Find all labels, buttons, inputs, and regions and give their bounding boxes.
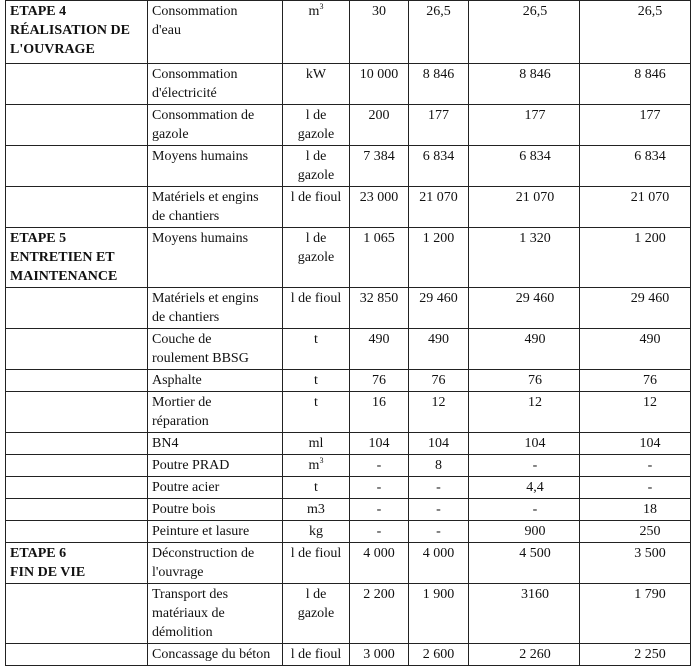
item-cell (148, 64, 283, 105)
table-body (6, 1, 691, 666)
item-cell (148, 392, 283, 433)
unit-cell (283, 329, 350, 370)
item-line: l'ouvrage (152, 565, 204, 580)
item-line: Poutre acier (152, 480, 220, 495)
unit-cell (283, 499, 350, 521)
unit-cell (283, 433, 350, 455)
stage-line: ETAPE 5 (10, 231, 67, 246)
stage-cell (6, 329, 148, 370)
value-cell-2: 26,5 (409, 1, 469, 64)
stage-cell (6, 584, 148, 644)
value-cell-4: - (580, 455, 691, 477)
value-cell-3: 6 834 (469, 146, 580, 187)
value-cell-1: 30 (350, 1, 409, 64)
value-cell-3: 26,5 (469, 1, 580, 64)
unit-line: t (314, 373, 318, 388)
superscript-three: 3 (319, 456, 324, 465)
stage-cell (6, 644, 148, 666)
value-cell-3: 900 (469, 521, 580, 543)
stage-cell (6, 146, 148, 187)
table-row (6, 584, 691, 644)
unit-line: l de (305, 587, 327, 602)
item-line: réparation (152, 414, 209, 429)
item-line: Moyens humains (152, 149, 249, 164)
stage-line: ETAPE 4 (10, 4, 67, 19)
value-cell-4: 177 (580, 105, 691, 146)
value-cell-1: 200 (350, 105, 409, 146)
unit-line: $m^3$ (308, 456, 324, 473)
stage-cell (6, 228, 148, 288)
unit-line: $m^3$ (308, 2, 324, 19)
unit-line: l de (305, 149, 327, 164)
unit-cell (283, 543, 350, 584)
item-line: de chantiers (152, 209, 220, 224)
item-cell (148, 329, 283, 370)
table-wrapper (5, 0, 691, 666)
table-row (6, 1, 691, 64)
unit-cell (283, 370, 350, 392)
value-cell-3: 3160 (469, 584, 580, 644)
unit-line: kW (305, 67, 327, 82)
value-cell-2: - (409, 477, 469, 499)
value-cell-3: 8 846 (469, 64, 580, 105)
stage-cell (6, 105, 148, 146)
table-row (6, 644, 691, 666)
table-row (6, 521, 691, 543)
table-row (6, 477, 691, 499)
unit-cell (283, 288, 350, 329)
value-cell-4: 3 500 (580, 543, 691, 584)
item-line: Moyens humains (152, 231, 249, 246)
stage-cell (6, 288, 148, 329)
item-line: matériaux de (152, 606, 225, 621)
item-cell (148, 455, 283, 477)
unit-line: l de fioul (290, 647, 342, 662)
stage-cell (6, 521, 148, 543)
value-cell-2: - (409, 521, 469, 543)
stage-cell (6, 64, 148, 105)
item-cell (148, 543, 283, 584)
value-cell-4: 1 790 (580, 584, 691, 644)
unit-line: t (314, 480, 318, 495)
item-cell (148, 499, 283, 521)
unit-cell (283, 64, 350, 105)
item-line: Poutre bois (152, 502, 216, 517)
value-cell-3: 1 320 (469, 228, 580, 288)
value-cell-2: 177 (409, 105, 469, 146)
item-line: d'électricité (152, 86, 217, 101)
value-cell-1: - (350, 455, 409, 477)
table-row (6, 228, 691, 288)
stage-cell (6, 392, 148, 433)
value-cell-2: 1 200 (409, 228, 469, 288)
unit-cell (283, 187, 350, 228)
unit-cell (283, 477, 350, 499)
stage-cell (6, 187, 148, 228)
item-line: Déconstruction de (152, 546, 255, 561)
item-cell (148, 288, 283, 329)
unit-line: gazole (297, 168, 335, 183)
value-cell-1: 10 000 (350, 64, 409, 105)
value-cell-1: - (350, 521, 409, 543)
stage-line: ETAPE 6 (10, 546, 67, 561)
value-cell-4: 1 200 (580, 228, 691, 288)
item-cell (148, 521, 283, 543)
item-line: Transport des (152, 587, 229, 602)
stage-line: FIN DE VIE (10, 565, 86, 580)
value-cell-2: 21 070 (409, 187, 469, 228)
unit-cell (283, 584, 350, 644)
value-cell-4: 12 (580, 392, 691, 433)
value-cell-1: 23 000 (350, 187, 409, 228)
value-cell-3: 2 260 (469, 644, 580, 666)
value-cell-3: 21 070 (469, 187, 580, 228)
item-cell (148, 187, 283, 228)
unit-cell (283, 455, 350, 477)
table-row (6, 499, 691, 521)
value-cell-4: 26,5 (580, 1, 691, 64)
table-row (6, 433, 691, 455)
unit-line: gazole (297, 127, 335, 142)
unit-line: ml (308, 436, 324, 451)
unit-cell (283, 105, 350, 146)
unit-cell (283, 1, 350, 64)
value-cell-4: 2 250 (580, 644, 691, 666)
value-cell-1: 2 200 (350, 584, 409, 644)
value-cell-2: 6 834 (409, 146, 469, 187)
item-cell (148, 370, 283, 392)
value-cell-3: 490 (469, 329, 580, 370)
stage-cell (6, 477, 148, 499)
value-cell-1: - (350, 499, 409, 521)
item-cell (148, 433, 283, 455)
stage-cell (6, 499, 148, 521)
table-row (6, 543, 691, 584)
table-row (6, 370, 691, 392)
stage-cell (6, 433, 148, 455)
value-cell-2: - (409, 499, 469, 521)
item-line: Mortier de (152, 395, 212, 410)
value-cell-2: 76 (409, 370, 469, 392)
stage-cell (6, 455, 148, 477)
table-row (6, 288, 691, 329)
item-line: Asphalte (152, 373, 202, 388)
value-cell-2: 12 (409, 392, 469, 433)
table-row (6, 329, 691, 370)
value-cell-4: 6 834 (580, 146, 691, 187)
superscript-three: 3 (319, 2, 324, 11)
value-cell-3: 4,4 (469, 477, 580, 499)
value-cell-1: 3 000 (350, 644, 409, 666)
unit-line: t (314, 395, 318, 410)
item-line: Couche de (152, 332, 212, 347)
table-row (6, 64, 691, 105)
item-cell (148, 1, 283, 64)
stage-cell (6, 370, 148, 392)
value-cell-3: - (469, 455, 580, 477)
unit-cell (283, 392, 350, 433)
unit-line: l de fioul (290, 190, 342, 205)
stage-line: RÉALISATION DE (10, 23, 130, 38)
value-cell-4: 18 (580, 499, 691, 521)
value-cell-1: 76 (350, 370, 409, 392)
table-row (6, 187, 691, 228)
unit-line: kg (309, 524, 323, 539)
value-cell-3: 12 (469, 392, 580, 433)
value-cell-2: 29 460 (409, 288, 469, 329)
value-cell-2: 1 900 (409, 584, 469, 644)
unit-line: l de (305, 108, 327, 123)
value-cell-2: 2 600 (409, 644, 469, 666)
table-row (6, 105, 691, 146)
value-cell-4: 76 (580, 370, 691, 392)
value-cell-4: 250 (580, 521, 691, 543)
item-line: roulement BBSG (152, 351, 249, 366)
item-line: d'eau (152, 23, 181, 38)
value-cell-3: 177 (469, 105, 580, 146)
unit-line: l de (305, 231, 327, 246)
value-cell-3: 29 460 (469, 288, 580, 329)
item-line: BN4 (152, 436, 179, 451)
value-cell-1: 32 850 (350, 288, 409, 329)
value-cell-2: 4 000 (409, 543, 469, 584)
value-cell-1: - (350, 477, 409, 499)
item-cell (148, 644, 283, 666)
value-cell-3: 104 (469, 433, 580, 455)
value-cell-4: 21 070 (580, 187, 691, 228)
item-line: Consommation (152, 67, 238, 82)
item-line: Consommation (152, 4, 238, 19)
item-cell (148, 146, 283, 187)
item-line: Consommation de (152, 108, 255, 123)
item-line: Matériels et engins (152, 291, 259, 306)
value-cell-2: 8 846 (409, 64, 469, 105)
item-line: Poutre PRAD (152, 458, 230, 473)
value-cell-2: 104 (409, 433, 469, 455)
item-cell (148, 105, 283, 146)
unit-cell (283, 228, 350, 288)
value-cell-1: 104 (350, 433, 409, 455)
item-line: gazole (152, 127, 189, 142)
value-cell-4: 490 (580, 329, 691, 370)
unit-line: t (314, 332, 318, 347)
stage-line: ENTRETIEN ET (10, 250, 115, 265)
table-row (6, 455, 691, 477)
value-cell-3: - (469, 499, 580, 521)
item-line: Concassage du béton (152, 647, 271, 662)
value-cell-1: 490 (350, 329, 409, 370)
stage-cell (6, 543, 148, 584)
table-row (6, 392, 691, 433)
item-cell (148, 228, 283, 288)
value-cell-1: 4 000 (350, 543, 409, 584)
item-line: démolition (152, 625, 213, 640)
unit-cell (283, 146, 350, 187)
table-row (6, 146, 691, 187)
value-cell-4: - (580, 477, 691, 499)
value-cell-1: 7 384 (350, 146, 409, 187)
unit-line: gazole (297, 250, 335, 265)
value-cell-4: 104 (580, 433, 691, 455)
value-cell-3: 76 (469, 370, 580, 392)
item-cell (148, 477, 283, 499)
stage-cell (6, 1, 148, 64)
unit-cell (283, 521, 350, 543)
value-cell-2: 490 (409, 329, 469, 370)
unit-line: m3 (307, 502, 325, 517)
stage-line: MAINTENANCE (10, 269, 118, 284)
unit-line: gazole (297, 606, 335, 621)
unit-cell (283, 644, 350, 666)
unit-line: l de fioul (290, 546, 342, 561)
item-cell (148, 584, 283, 644)
item-line: Matériels et engins (152, 190, 259, 205)
value-cell-1: 16 (350, 392, 409, 433)
value-cell-1: 1 065 (350, 228, 409, 288)
value-cell-4: 8 846 (580, 64, 691, 105)
item-line: de chantiers (152, 310, 220, 325)
data-table (5, 0, 691, 666)
stage-line: L'OUVRAGE (10, 42, 95, 57)
item-line: Peinture et lasure (152, 524, 250, 539)
value-cell-4: 29 460 (580, 288, 691, 329)
value-cell-3: 4 500 (469, 543, 580, 584)
value-cell-2: 8 (409, 455, 469, 477)
unit-line: l de fioul (290, 291, 342, 306)
